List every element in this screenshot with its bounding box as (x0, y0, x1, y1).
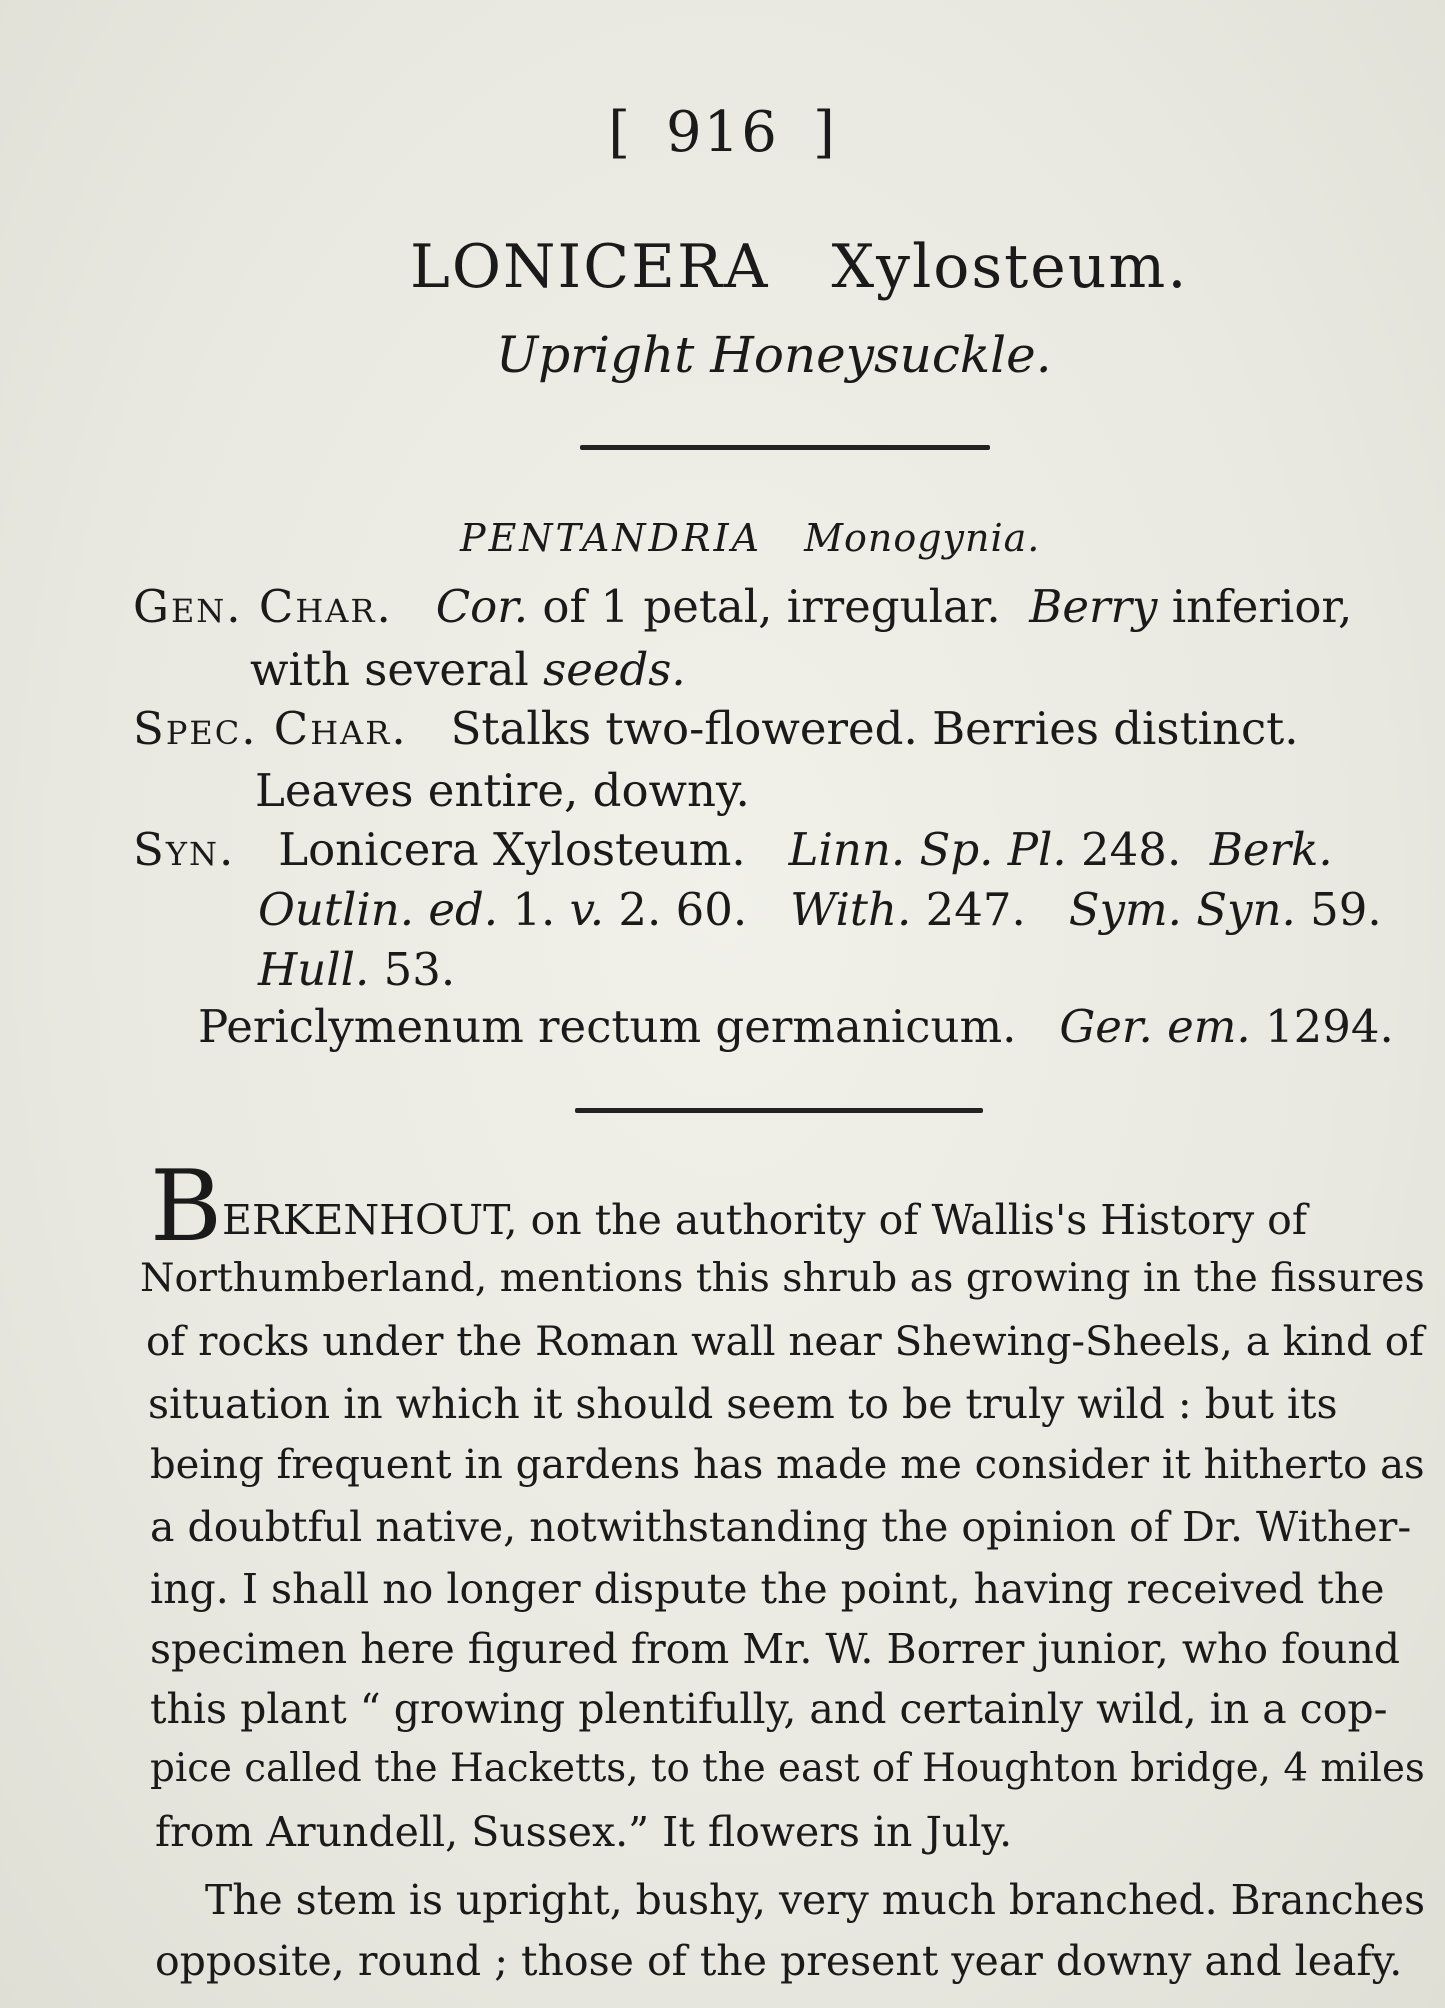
body-line-8: specimen here figured from Mr. W. Borrer junior, who found (150, 1625, 1400, 1673)
syn-line-4 (198, 1000, 1394, 1053)
spec-char-text-1: Stalks two-flowered. Berries distinct. (450, 702, 1299, 755)
spec-char-label: Spec. Char. (133, 702, 408, 755)
syn-num-4: 247. (925, 883, 1026, 936)
common-name: Upright Honeysuckle. (496, 326, 1052, 384)
body-line-1 (150, 1150, 1308, 1264)
body-line-13: opposite, round ; those of the present year downy and leafy. (155, 1937, 1403, 1985)
syn-num-7: 1294. (1265, 1000, 1394, 1053)
syn-ref-v: v. (569, 883, 605, 936)
body-line-11: from Arundell, Sussex.” It flowers in July. (155, 1808, 1013, 1856)
gen-char-line-1 (133, 580, 1352, 633)
body-line-2: Northumberland, mentions this shrub as growing in the fissures (140, 1255, 1425, 1301)
syn-line-3 (258, 943, 455, 996)
gen-char-label: Gen. Char. (133, 580, 393, 633)
body-line-1-text: ERKENHOUT, on the authority of Wallis's History of (222, 1196, 1308, 1244)
syn-text-1: Lonicera Xylosteum. (278, 823, 746, 876)
drop-cap: B (150, 1150, 223, 1264)
syn-line-2 (258, 883, 1382, 936)
syn-ref-sym: Sym. Syn. (1068, 883, 1296, 936)
linnaean-classification (460, 516, 1040, 560)
gen-char-berry: Berry (1029, 580, 1158, 633)
order-name: Monogynia. (804, 516, 1041, 560)
genus-name: LONICERA (410, 232, 770, 302)
syn-line-1 (133, 823, 1333, 876)
gen-char-text-1: of 1 petal, irregular. (542, 580, 1001, 633)
class-name: PENTANDRIA (460, 516, 763, 560)
spec-char-line-2: Leaves entire, downy. (255, 764, 750, 817)
body-line-10: pice called the Hacketts, to the east of Houghton bridge, 4 miles (150, 1746, 1425, 1791)
gen-char-text-3: with several (250, 643, 529, 696)
syn-num-6: 53. (383, 943, 456, 996)
syn-num-5: 59. (1310, 883, 1382, 936)
syn-num-1: 248. (1081, 823, 1182, 876)
bracket-close: ] (812, 100, 837, 165)
bracket-open: [ (608, 100, 633, 165)
species-name: Xylosteum. (831, 232, 1189, 302)
syn-ref-with: With. (790, 883, 912, 936)
divider-rule-top (580, 445, 990, 450)
page-number (0, 100, 1445, 165)
body-line-7: ing. I shall no longer dispute the point, having received the (150, 1565, 1385, 1613)
syn-num-2: 1. (512, 883, 556, 936)
syn-ref-outlin: Outlin. ed. (258, 883, 499, 936)
gen-char-line-2 (250, 643, 686, 696)
syn-text-2: Periclymenum rectum germanicum. (198, 1000, 1017, 1053)
spec-char-line-1 (133, 702, 1299, 755)
body-line-6: a doubtful native, notwithstanding the opinion of Dr. Wither- (150, 1503, 1412, 1551)
body-line-12: The stem is upright, bushy, very much branched. Branches (205, 1876, 1426, 1924)
divider-rule-bottom (575, 1108, 983, 1113)
body-line-9: this plant “ growing plentifully, and certainly wild, in a cop- (150, 1685, 1388, 1733)
species-title (410, 232, 1188, 302)
body-line-4: situation in which it should seem to be truly wild : but its (148, 1380, 1338, 1428)
syn-label: Syn. (133, 823, 236, 876)
syn-ref-berk: Berk. (1209, 823, 1333, 876)
syn-ref-hull: Hull. (258, 943, 370, 996)
body-line-3: of rocks under the Roman wall near Shewing-Sheels, a kind of (146, 1318, 1424, 1365)
gen-char-seeds: seeds. (543, 643, 686, 696)
syn-num-3: 2. 60. (618, 883, 748, 936)
page-number-value: 916 (666, 100, 779, 165)
body-line-5: being frequent in gardens has made me consider it hitherto as (150, 1442, 1425, 1488)
gen-char-corolla: Cor. (435, 580, 529, 633)
syn-ref-ger: Ger. em. (1059, 1000, 1251, 1053)
gen-char-text-2: inferior, (1171, 580, 1353, 633)
syn-ref-linn: Linn. Sp. Pl. (788, 823, 1067, 876)
